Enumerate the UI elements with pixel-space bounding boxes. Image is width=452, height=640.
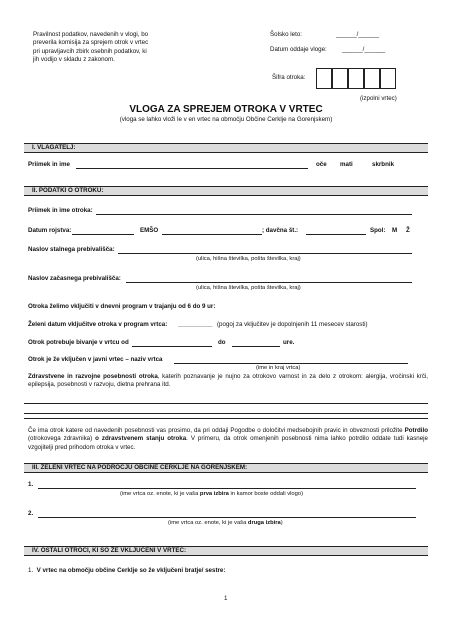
- notice-text: . V primeru, da otrok omenjenih posebnosti nima lahko potrdilo oddate tudi kasneje vzgojitelji pred prihodom otroka v vrtec.: [28, 435, 428, 451]
- dob-label: Datum rojstva:: [28, 227, 72, 234]
- current-kindergarten-hint: (ime in kraj vrtca): [256, 365, 301, 371]
- health-title: Zdravstvene in razvojne posebnosti otroka: [28, 373, 158, 380]
- perm-address-hint: (ulica, hišna številka, pošta številka, kraj): [196, 256, 301, 262]
- perm-address-label: Naslov stalnega prebivališča:: [28, 246, 115, 253]
- applicant-name-label: Priimek in ime: [28, 161, 70, 168]
- section-heading-siblings: [24, 546, 428, 556]
- section-heading-child: [24, 186, 428, 196]
- child-code-box[interactable]: [380, 68, 396, 89]
- intro-text: [33, 31, 213, 64]
- temp-address-hint: (ulica, hišna številka, pošta številka, kraj): [196, 285, 301, 291]
- siblings-text: V vrtec na območju občine Cerklje so že vključeni bratje/ sestre:: [36, 567, 226, 574]
- child-name-field[interactable]: [96, 214, 412, 215]
- school-year-label: Šolsko leto:: [270, 31, 302, 38]
- temp-address-label: Naslov začasnega prebivališča:: [28, 275, 121, 282]
- sex-label: Spol:: [370, 227, 386, 234]
- stay-from-field[interactable]: [132, 346, 212, 347]
- notice-bold: Potrdilo: [404, 427, 428, 434]
- health-line-2[interactable]: [24, 413, 428, 414]
- submit-date-label: Datum oddaje vloge:: [270, 46, 327, 53]
- section-title: II. PODATKI O OTROKU:: [32, 187, 104, 194]
- emso-field[interactable]: [162, 234, 262, 235]
- section-heading-applicant: [24, 143, 428, 153]
- intro-line: pri upravljavcih zbirk osebnih podatkov, ki: [33, 47, 147, 55]
- choice-1-hint: [120, 491, 303, 497]
- tax-field[interactable]: [306, 234, 366, 235]
- sex-option-m[interactable]: M: [392, 227, 398, 234]
- sex-option-f[interactable]: Ž: [406, 227, 410, 234]
- child-code-box[interactable]: [348, 68, 364, 89]
- choice-1-field[interactable]: [38, 488, 416, 489]
- school-year-field[interactable]: ______/______: [336, 31, 380, 38]
- child-code-label: Šifra otroka:: [272, 74, 306, 81]
- notice-text: Če ima otrok katere od navedenih posebnosti vas prosimo, da pri oddaji Pogodbe o določitvi medsebojnih pravic in obveznosti priložite: [28, 427, 405, 434]
- child-code-note: (izpolni vrtec): [360, 95, 397, 102]
- health-line-1[interactable]: [24, 403, 428, 404]
- choice-2-number: 2.: [28, 510, 34, 517]
- current-kindergarten-field[interactable]: [174, 363, 408, 364]
- choice-2-hint: [168, 520, 283, 526]
- child-code-box[interactable]: [364, 68, 380, 89]
- section-title: III. ŽELENI VRTEC NA PODROČJU OBČINE CERKLJE NA GORENJSKEM:: [32, 464, 248, 471]
- hint-text: in kamor boste oddali vlogo): [228, 491, 304, 497]
- hint-bold: prva izbira: [199, 491, 229, 497]
- program-text: Otroka želimo vključiti v dnevni program v trajanju od 6 do 9 ur:: [28, 303, 216, 310]
- health-text: , katerih poznavanje je nujno za otrokovo varnost in za delo z otrokom: alergija, vročinski krči, epilepsija, posebnosti v razvoju, dietna prehrana itd.: [28, 373, 429, 389]
- page-number: 1: [224, 595, 228, 602]
- page-subtitle: (vloga se lahko vloži le v en vrtec na območju Občine Cerklje na Gorenjskem): [119, 116, 333, 123]
- section-title: I. VLAGATELJ:: [32, 144, 76, 151]
- hint-text: ): [280, 520, 283, 526]
- submit-date-field[interactable]: ______/______: [342, 46, 386, 53]
- option-father[interactable]: oče: [316, 161, 327, 168]
- dob-field[interactable]: [72, 234, 134, 235]
- current-kindergarten-label: Otrok je že vključen v javni vrtec – naziv vrtca: [28, 356, 163, 363]
- stay-unit: ure.: [283, 339, 295, 346]
- stay-to-field[interactable]: [232, 346, 280, 347]
- siblings-item: [28, 567, 225, 575]
- health-notice: [28, 427, 428, 452]
- health-line-3[interactable]: [24, 418, 428, 419]
- perm-address-field[interactable]: [118, 253, 412, 254]
- notice-text: (otrokovega zdravnika): [28, 435, 96, 443]
- start-date-label: Želeni datum vključitve otroka v program vrtca:: [28, 321, 168, 328]
- section-title: IV. OSTALI OTROCI, KI SO ŽE VKLJUČENI V VRTEC:: [32, 547, 187, 554]
- hint-bold: druga izbira: [247, 520, 281, 526]
- hint-text: (ime vrtca oz. enote, ki je vaša: [168, 520, 248, 526]
- option-guardian[interactable]: skrbnik: [372, 161, 395, 168]
- child-code-box[interactable]: [332, 68, 348, 89]
- start-date-note: (pogoj za vključitev je dopolnjenih 11 mesecev starosti): [217, 321, 368, 328]
- hint-text: (ime vrtca oz. enote, ki je vaša: [120, 491, 200, 497]
- choice-2-field[interactable]: [38, 517, 416, 518]
- stay-label: Otrok potrebuje bivanje v vrtcu od: [28, 339, 129, 346]
- start-date-field[interactable]: __________: [178, 321, 213, 328]
- intro-line: Pravilnost podatkov, navedenih v vlogi, bo: [33, 31, 149, 38]
- choice-1-number: 1.: [28, 481, 34, 488]
- notice-bold: o zdravstvenem stanju otroka: [95, 435, 187, 443]
- emso-label: EMŠO: [140, 227, 159, 234]
- intro-line: preverila komisija za sprejem otrok v vrtec: [33, 39, 149, 47]
- child-code-box[interactable]: [316, 68, 332, 89]
- page-title: VLOGA ZA SPREJEM OTROKA V VRTEC: [129, 104, 323, 115]
- tax-label: ; davčna št.:: [262, 227, 299, 234]
- applicant-name-field[interactable]: [76, 168, 308, 169]
- intro-line: jih vodijo v skladu z zakonom.: [33, 55, 115, 63]
- health-paragraph: [28, 373, 428, 390]
- temp-address-field[interactable]: [126, 282, 412, 283]
- child-name-label: Priimek in ime otroka:: [28, 207, 93, 214]
- option-mother[interactable]: mati: [340, 161, 353, 168]
- section-heading-kindergarten: [24, 463, 428, 473]
- stay-to-label: do: [218, 339, 226, 346]
- siblings-number: 1.: [28, 567, 34, 574]
